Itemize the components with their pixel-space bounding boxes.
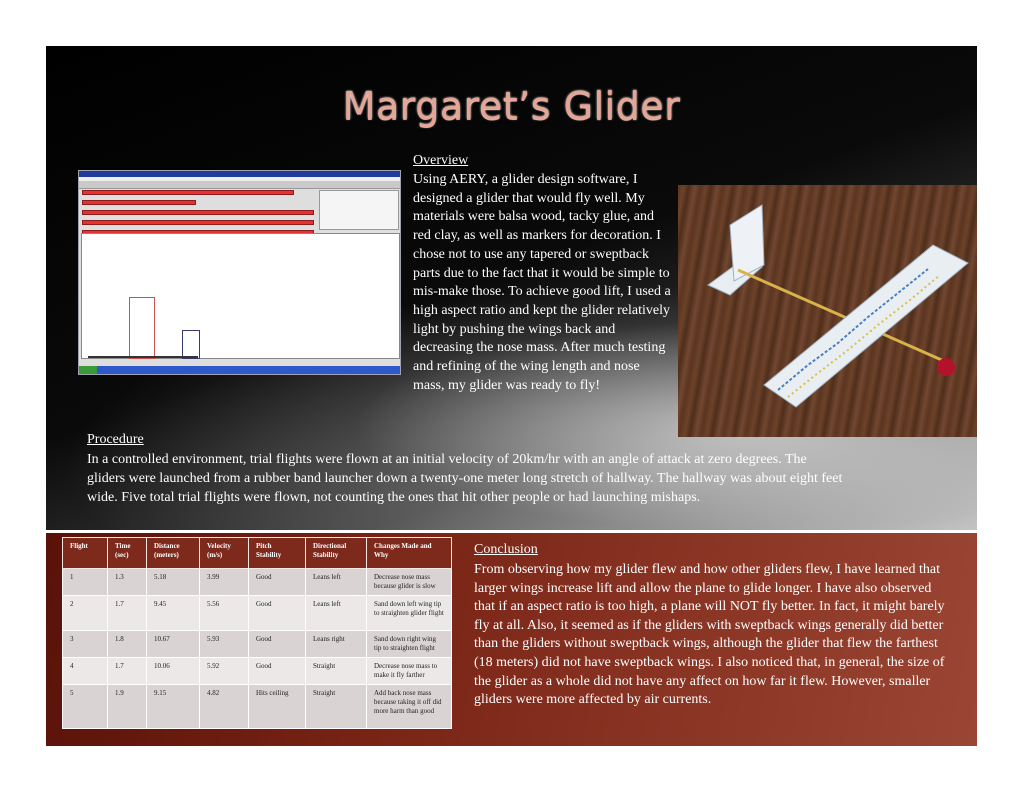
table-cell: Decrease nose mass because glider is slow xyxy=(367,569,452,596)
table-cell: 5.56 xyxy=(200,596,249,631)
table-row xyxy=(63,685,452,729)
table-cell: Leans left xyxy=(306,569,367,596)
table-cell: 5 xyxy=(63,685,108,729)
conclusion-heading: Conclusion xyxy=(474,542,538,557)
table-cell: Straight xyxy=(306,685,367,729)
procedure-text: In a controlled environment, trial flights were flown at an initial velocity of 20km/hr with an angle of attack at zero degrees. The gliders were launched from a rubber band launcher down a twenty-one meter long stretch of hallway. The hallway was about eight feet wide. Five total trial flights were flown, not counting the ones that hit other people or had launching mishaps. xyxy=(87,452,843,505)
table-cell: Sand down right wing tip to straighten flight xyxy=(367,631,452,658)
table-cell: 1.9 xyxy=(108,685,147,729)
table-row xyxy=(63,631,452,658)
page-title: Margaret’s Glider xyxy=(342,84,681,128)
table-cell: Sand down left wing tip to straighten glider flight xyxy=(367,596,452,631)
table-cell: 10.67 xyxy=(147,631,200,658)
table-cell: 9.15 xyxy=(147,685,200,729)
software-screenshot xyxy=(78,170,401,375)
table-cell: 1 xyxy=(63,569,108,596)
table-header-cell: Changes Made and Why xyxy=(367,538,452,569)
table-cell: 9.45 xyxy=(147,596,200,631)
table-cell: 2 xyxy=(63,596,108,631)
table-cell: Good xyxy=(249,631,306,658)
results-panel xyxy=(46,530,977,746)
table-cell: Decrease nose mass to make it fly farther xyxy=(367,658,452,685)
table-cell: 3 xyxy=(63,631,108,658)
table-header-cell: Distance (meters) xyxy=(147,538,200,569)
table-header-cell: Directional Stability xyxy=(306,538,367,569)
conclusion-text: From observing how my glider flew and how other gliders flew, I have learned that larger wings increase lift and allow the plane to glide longer. I have also observed that if an aspect ratio is too high, a plane will NOT fly better. In fact, it might barely fly at all. Also, it seemed as if the gliders with sweptback wings generally did better than the gliders without sweptback wings, although the glider that flew the farthest (18 meters) did not have sweptback wings. I also noticed that, in general, the size of the glider as a whole did not have any affect on how far it flew. However, smaller gliders were more affected by air currents. xyxy=(474,562,945,708)
table-row xyxy=(63,596,452,631)
table-cell: 5.92 xyxy=(200,658,249,685)
overview-heading: Overview xyxy=(413,153,469,168)
table-cell: 4.82 xyxy=(200,685,249,729)
table-cell: Good xyxy=(249,658,306,685)
glider-photo xyxy=(678,185,977,437)
table-row xyxy=(63,658,452,685)
flight-data-table xyxy=(62,537,452,729)
table-cell: 1.7 xyxy=(108,596,147,631)
table-header-cell: Velocity (m/s) xyxy=(200,538,249,569)
table-cell: 3.99 xyxy=(200,569,249,596)
table-header-row xyxy=(63,538,452,569)
table-cell: 1.3 xyxy=(108,569,147,596)
table-cell: Hits ceiling xyxy=(249,685,306,729)
table-header-cell: Pitch Stability xyxy=(249,538,306,569)
table-cell: Straight xyxy=(306,658,367,685)
slide xyxy=(46,46,977,746)
table-header-cell: Time (sec) xyxy=(108,538,147,569)
glider-photo-drawing xyxy=(678,185,977,437)
table-cell: 5.18 xyxy=(147,569,200,596)
table-cell: Leans right xyxy=(306,631,367,658)
table-cell: Add back nose mass because taking it off did more harm than good xyxy=(367,685,452,729)
table-cell: Good xyxy=(249,569,306,596)
table-cell: Leans left xyxy=(306,596,367,631)
table-cell: 1.7 xyxy=(108,658,147,685)
table-header-cell: Flight xyxy=(63,538,108,569)
overview-text: Using AERY, a glider design software, I designed a glider that would fly well. My materials were balsa wood, tacky glue, and red clay, as well as markers for decoration. I chose not to use any tapered or sweptback parts due to the fact that it would be simple to mis-make those. To achieve good lift, I used a high aspect ratio and kept the glider relatively light by pushing the wings back and decreasing the nose mass. After much testing and refining of the wing length and nose mass, my glider was ready to fly! xyxy=(413,172,671,393)
table-row xyxy=(63,569,452,596)
table-cell: 5.93 xyxy=(200,631,249,658)
table-cell: 10.06 xyxy=(147,658,200,685)
procedure-heading: Procedure xyxy=(87,432,144,447)
table-cell: Good xyxy=(249,596,306,631)
table-cell: 4 xyxy=(63,658,108,685)
table-cell: 1.8 xyxy=(108,631,147,658)
